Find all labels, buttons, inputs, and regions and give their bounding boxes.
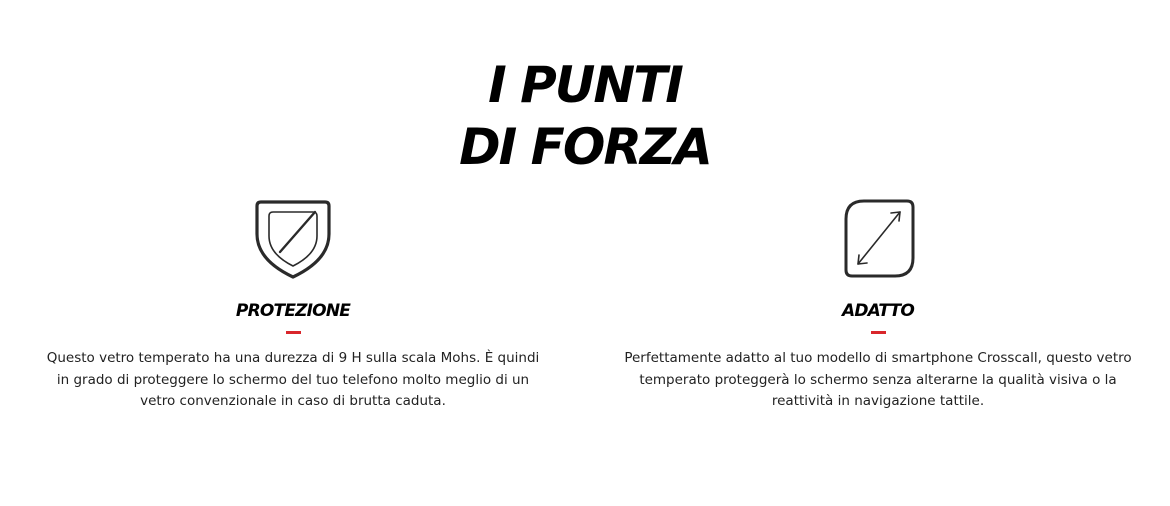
section-title-line-1: I PUNTI [488, 56, 682, 114]
feature-protection [40, 198, 546, 413]
accent-divider [286, 331, 301, 334]
section-title [0, 54, 1170, 178]
feature-fit [612, 198, 1144, 413]
screen-fit-icon [838, 198, 918, 280]
feature-description: Perfettamente adatto al tuo modello di smartphone Crosscall, questo vetro temperato proteggerà lo schermo senza alterarne la qualità visiva o la reattività in navigazione tattile. [624, 350, 1132, 409]
feature-title: PROTEZIONE [235, 301, 351, 321]
shield-icon [253, 198, 333, 280]
section-title-line-2: DI FORZA [459, 118, 711, 176]
feature-title: ADATTO [841, 301, 915, 321]
accent-divider [871, 331, 886, 334]
feature-description: Questo vetro temperato ha una durezza di 9 H sulla scala Mohs. È quindi in grado di proteggere lo schermo del tuo telefono molto meglio di un vetro convenzionale in caso di brutta caduta. [46, 350, 540, 409]
